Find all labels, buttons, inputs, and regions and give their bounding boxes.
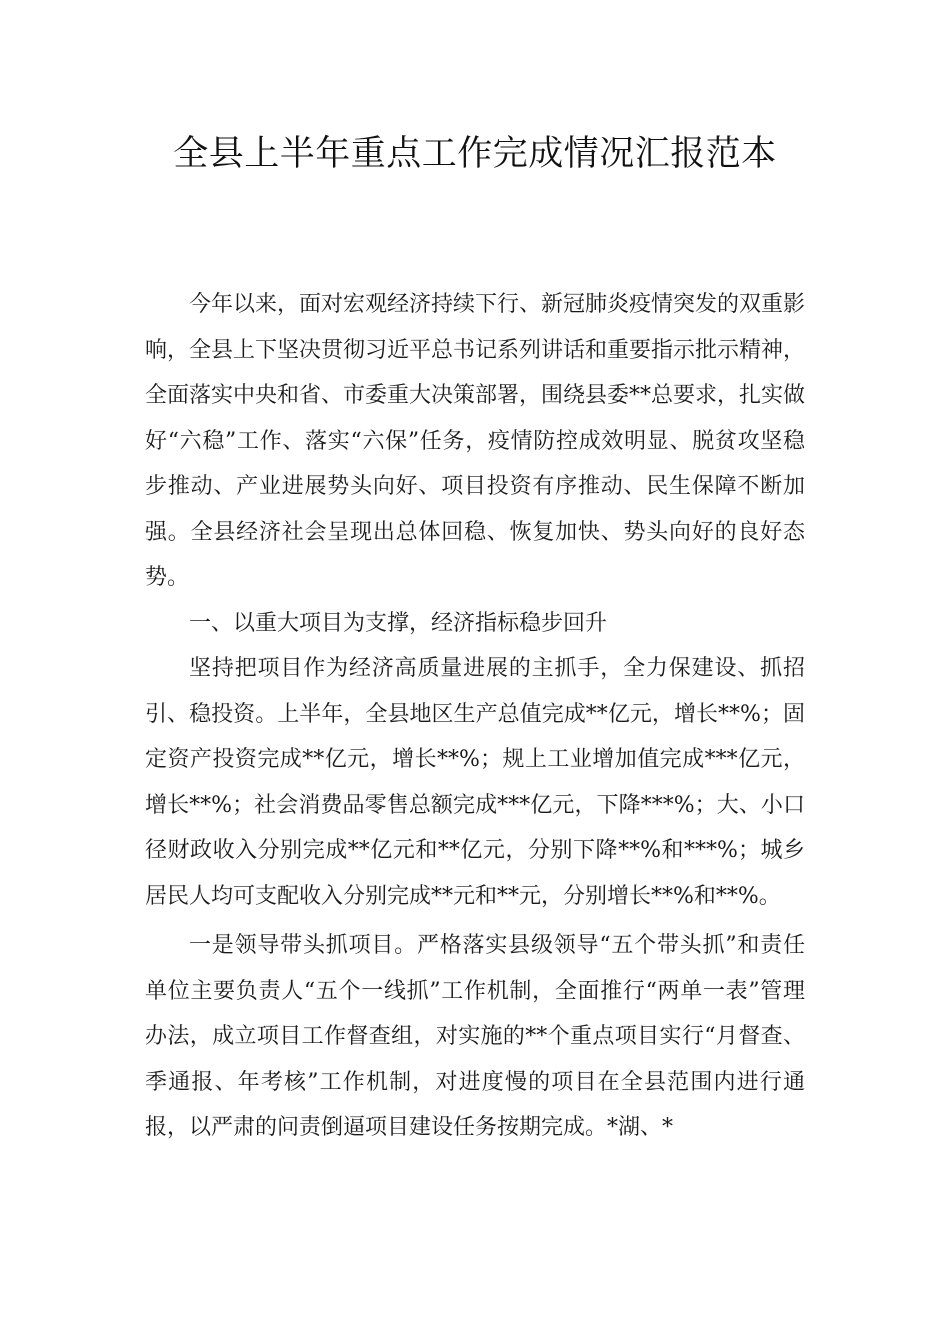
- section-heading-1: 一、以重大项目为支撑，经济指标稳步回升: [189, 610, 608, 636]
- paragraph-leadership-projects: 一是领导带头抓项目。严格落实县级领导“五个带头抓”和责任单位主要负责人“五个一线抓”工作机制，全面推行“两单一表”管理办法，成立项目工作督查组，对实施的**个重点项目实行“月督查、季通报、年考核”工作机制，对进度慢的项目在全县范围内进行通报，以严肃的问责倒逼项目建设任务按期完成。*湖、*: [145, 933, 805, 1140]
- paragraph-economic-indicators: 坚持把项目作为经济高质量进展的主抓手，全力保建设、抓招引、稳投资。上半年，全县地区生产总值完成**亿元，增长**%；固定资产投资完成**亿元，增长**%；规上工业增加值完成***亿元，增长**%；社会消费品零售总额完成***亿元，下降***%；大、小口径财政收入分别完成**亿元和**亿元，分别下降**%和***%；城乡居民人均可支配收入分别完成**元和**元，分别增长**%和**%。: [145, 656, 805, 909]
- document-body: [145, 282, 805, 1151]
- paragraph-intro: 今年以来，面对宏观经济持续下行、新冠肺炎疫情突发的双重影响，全县上下坚决贯彻习近平总书记系列讲话和重要指示批示精神，全面落实中央和省、市委重大决策部署，围绕县委**总要求，扎实做好“六稳”工作、落实“六保”任务，疫情防控成效明显、脱贫攻坚稳步推动、产业进展势头向好、项目投资有序推动、民生保障不断加强。全县经济社会呈现出总体回稳、恢复加快、势头向好的良好态势。: [145, 292, 806, 590]
- document-title: 全县上半年重点工作完成情况汇报范本: [173, 134, 777, 174]
